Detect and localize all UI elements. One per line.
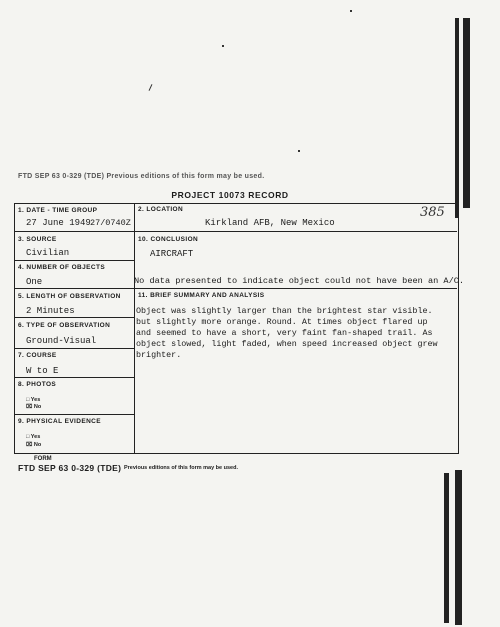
binder-strip — [455, 470, 462, 625]
date-value: 27 June 1949 — [26, 218, 91, 228]
footer-note: Previous editions of this form may be used. — [124, 465, 238, 471]
summary-line: Object was slightly larger than the brightest star visible. — [136, 306, 433, 316]
summary-line: but slightly more orange. Round. At times object flared up — [136, 317, 428, 327]
physical-label: 9. PHYSICAL EVIDENCE — [18, 418, 102, 425]
column-divider — [134, 203, 135, 453]
summary-line: and seemed to have a short, very faint fan-shaped trail. As — [136, 328, 433, 338]
row-divider — [14, 348, 134, 349]
summary-label: 11. BRIEF SUMMARY AND ANALYSIS — [138, 292, 265, 299]
row-divider — [14, 260, 134, 261]
row-divider — [14, 317, 134, 318]
conclusion-value: AIRCRAFT — [150, 249, 194, 259]
location-value: Kirkland AFB, New Mexico — [205, 218, 335, 228]
photos-yes-label: Yes — [30, 397, 41, 403]
course-value: W to E — [26, 366, 59, 376]
objects-value: One — [26, 277, 43, 287]
checked-box-icon: ⌧ — [26, 404, 33, 410]
summary-text — [136, 306, 451, 361]
scan-speck — [350, 10, 352, 12]
checked-box-icon: ⌧ — [26, 442, 33, 448]
type-value: Ground-Visual — [26, 336, 97, 346]
objects-label: 4. NUMBER OF OBJECTS — [18, 264, 106, 271]
checkbox-icon: □ — [26, 397, 30, 403]
physical-no-option — [26, 442, 41, 448]
conclusion-note: No data presented to indicate object could not have been an A/C. — [134, 276, 465, 286]
summary-line: object slowed, light faded, when speed increased object grew — [136, 339, 438, 349]
location-label: 2. LOCATION — [138, 206, 184, 213]
binder-strip — [444, 473, 449, 623]
time-value: 27/0740Z — [90, 218, 131, 228]
physical-yes-label: Yes — [30, 434, 41, 440]
type-label: 6. TYPE OF OBSERVATION — [18, 322, 111, 329]
course-label: 7. COURSE — [18, 352, 57, 359]
photos-yes-option — [26, 397, 40, 403]
ghost-footer-text: FTD SEP 63 0-329 (TDE) Previous editions of this form may be used. — [18, 173, 265, 180]
handwritten-number: 385 — [420, 205, 445, 220]
row-divider — [134, 231, 457, 232]
physical-no-label: No — [33, 442, 42, 448]
summary-line: brighter. — [136, 350, 182, 360]
row-divider — [14, 288, 457, 289]
scan-speck — [149, 84, 153, 91]
length-value: 2 Minutes — [26, 306, 75, 316]
physical-yes-option — [26, 434, 40, 440]
footer-form-code: FTD SEP 63 0-329 (TDE) — [18, 463, 122, 473]
source-label: 3. SOURCE — [18, 236, 57, 243]
binder-strip — [463, 18, 470, 208]
footer-form-label: FORM — [34, 456, 52, 462]
conclusion-label: 10. CONCLUSION — [138, 236, 199, 243]
row-divider — [14, 377, 134, 378]
photos-no-option — [26, 404, 41, 410]
scan-speck — [222, 45, 224, 47]
row-divider — [14, 414, 134, 415]
checkbox-icon: □ — [26, 434, 30, 440]
length-label: 5. LENGTH OF OBSERVATION — [18, 293, 121, 300]
row-divider — [14, 231, 134, 232]
scan-speck — [298, 150, 300, 152]
photos-no-label: No — [33, 404, 42, 410]
photos-label: 8. PHOTOS — [18, 381, 57, 388]
binder-strip — [455, 18, 459, 218]
date-label: 1. DATE - TIME GROUP — [18, 207, 98, 214]
source-value: Civilian — [26, 248, 70, 258]
record-title: PROJECT 10073 RECORD — [171, 190, 289, 200]
